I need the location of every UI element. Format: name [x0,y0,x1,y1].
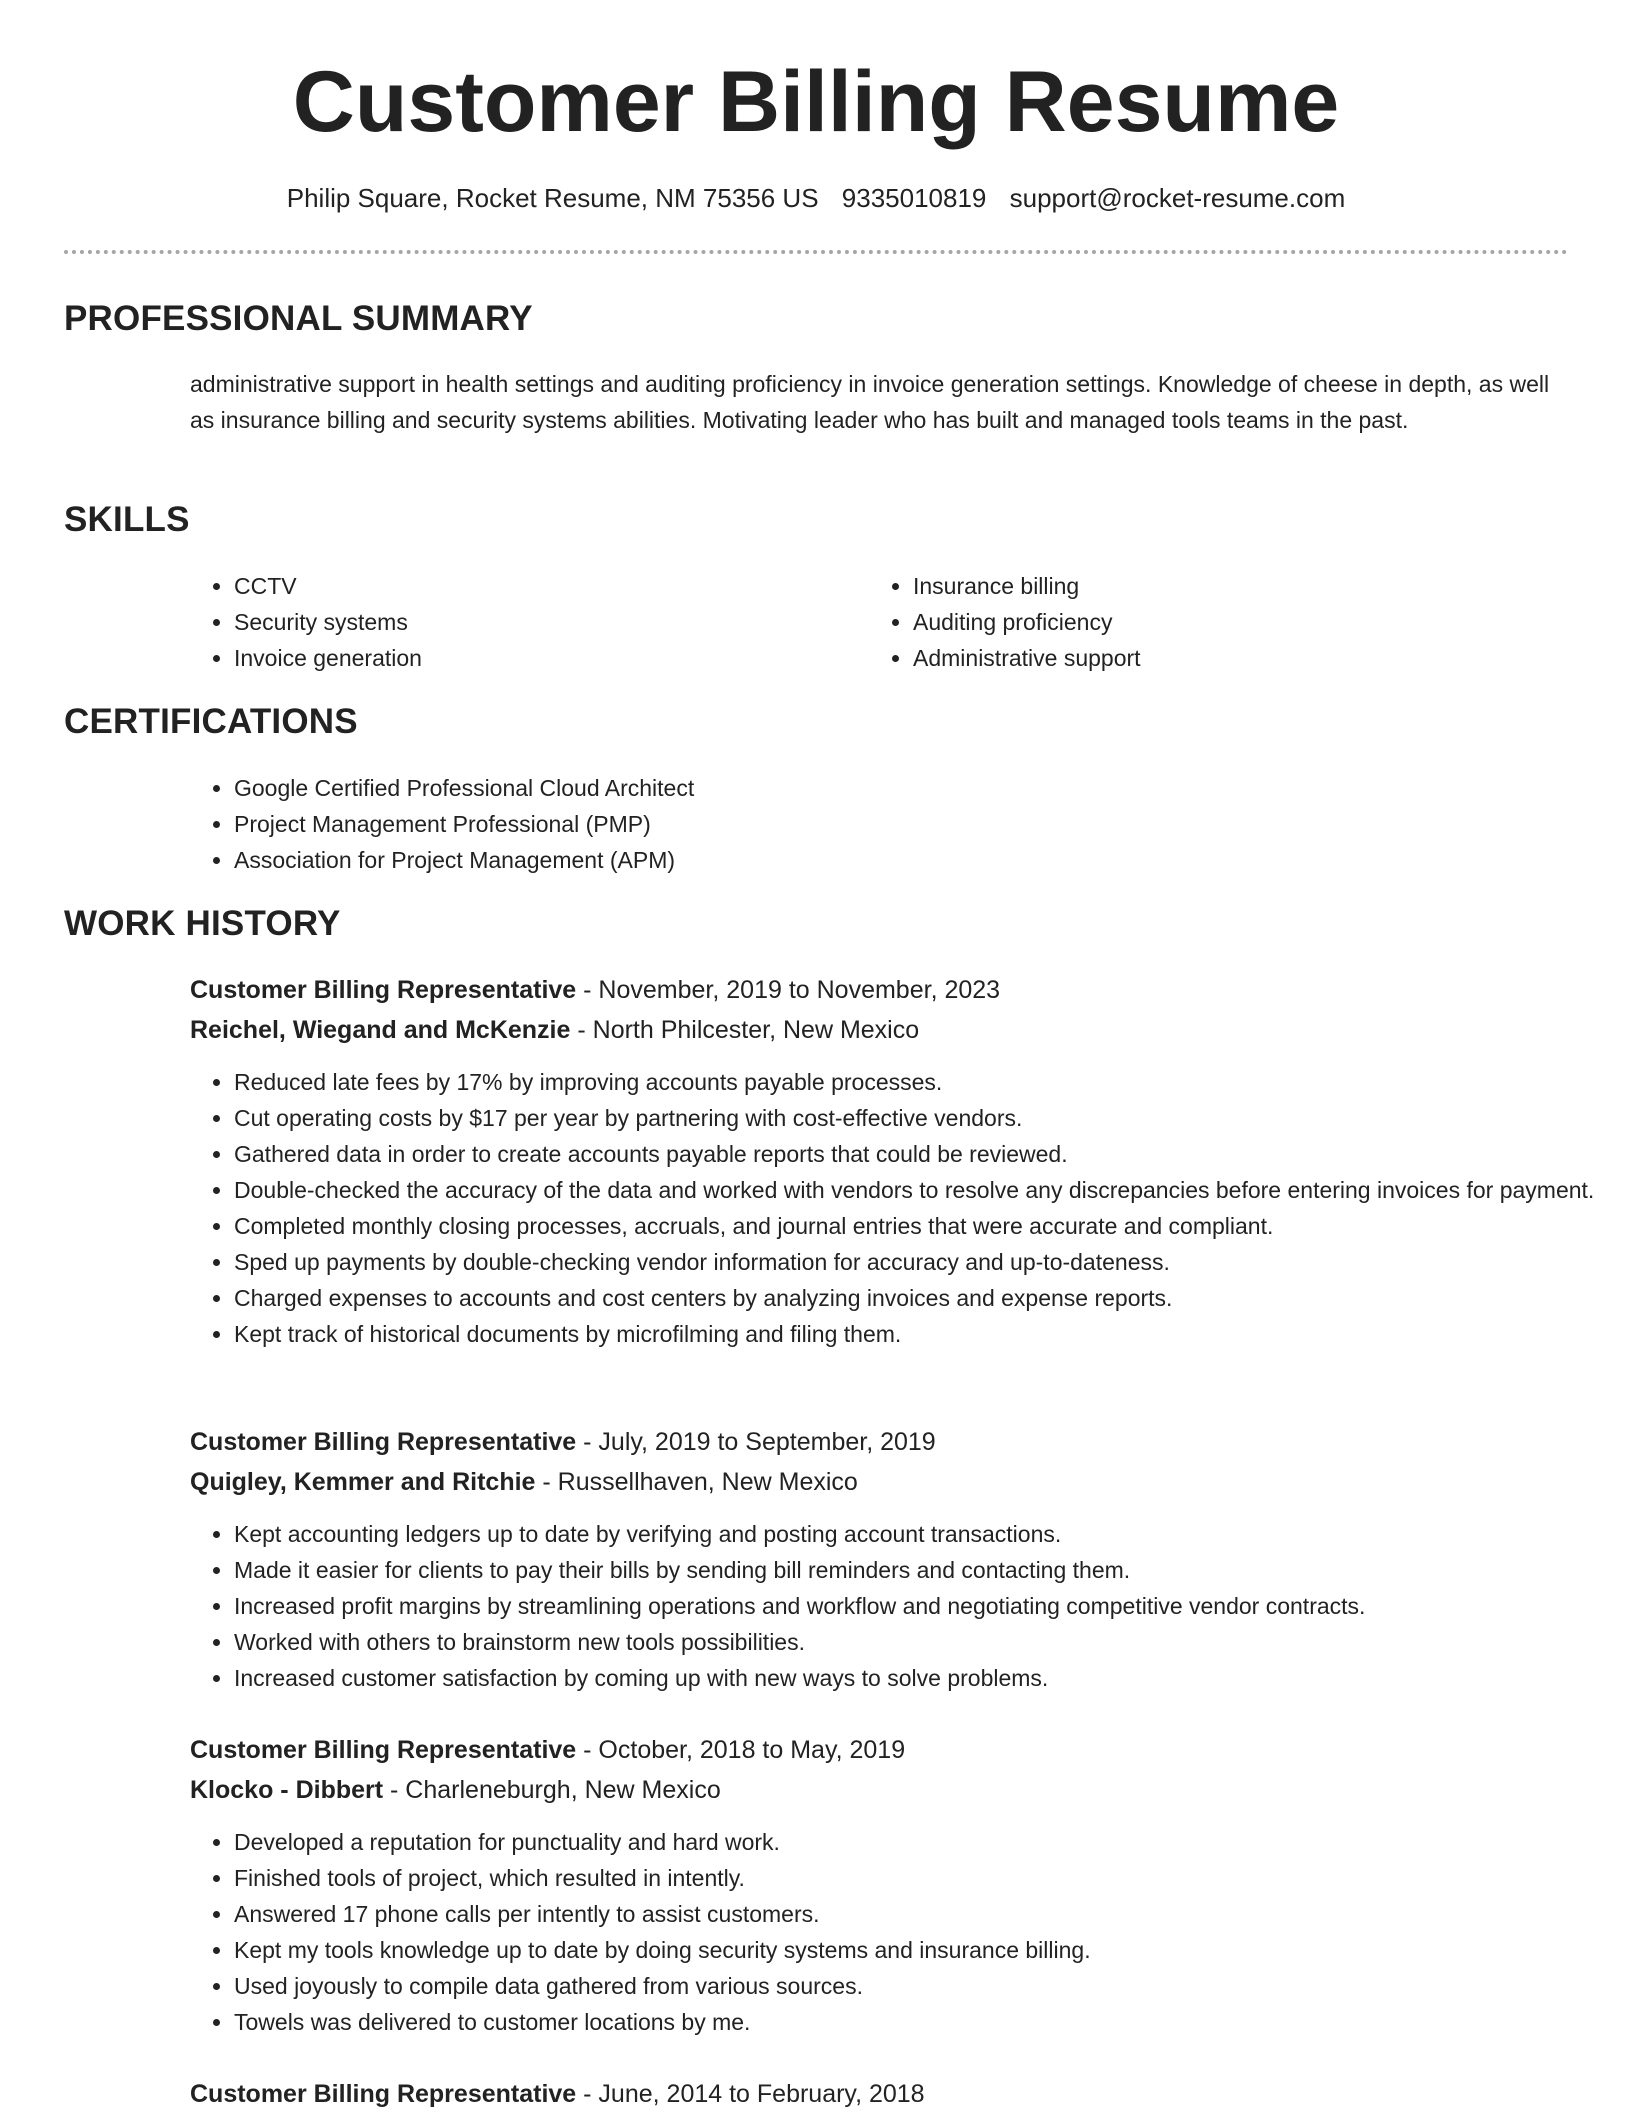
job-bullet: • Gathered data in order to create accounts payable reports that could be reviewed. [234,1136,1614,1172]
job-location: - North Philcester, New Mexico [570,1016,920,1044]
job-company-line [190,1772,721,1808]
job-bullet: • Finished tools of project, which resulted in intently. [234,1860,1614,1896]
job-bullet: • Used joyously to compile data gathered from various sources. [234,1968,1614,2004]
job-company: Reichel, Wiegand and McKenzie [190,1016,571,1044]
job-location: - Russellhaven, New Mexico [535,1468,858,1496]
job-title: Customer Billing Representative [190,1736,577,1764]
job-bullet: • Reduced late fees by 17% by improving accounts payable processes. [234,1064,1614,1100]
summary-text: administrative support in health settings and auditing proficiency in invoice generation settings. Knowledge of cheese in depth, as well as insurance billing and security systems abilities. Motivating leader who has built and managed tools teams in the past. [190,371,1550,433]
job-bullet: • Answered 17 phone calls per intently to assist customers. [234,1896,1614,1932]
certifications-list [190,770,1434,878]
job-bullets [190,1824,1614,2040]
certification-item: • Association for Project Management (APM) [234,842,1434,878]
job-bullet: • Completed monthly closing processes, accruals, and journal entries that were accurate and compliant. [234,1208,1614,1244]
job-dates: - June, 2014 to February, 2018 [576,2080,925,2108]
certifications-heading: CERTIFICATIONS [64,702,358,741]
job-company-line [190,1012,919,1048]
contact-phone: 9335010819 [841,183,987,213]
resume-title: Customer Billing Resume [292,54,1340,150]
certification-item: • Google Certified Professional Cloud Architect [234,770,1434,806]
job-dates: - July, 2019 to September, 2019 [576,1428,936,1456]
header-divider [64,250,1568,254]
job-bullet: • Sped up payments by double-checking vendor information for accuracy and up-to-dateness. [234,1244,1614,1280]
contact-line [0,180,1632,216]
job-bullet: • Charged expenses to accounts and cost centers by analyzing invoices and expense reports. [234,1280,1614,1316]
job-bullet: • Towels was delivered to customer locations by me. [234,2004,1614,2040]
job-title-line [190,972,1000,1008]
contact-email: support@rocket-resume.com [1009,183,1346,213]
job-bullet: • Increased profit margins by streamlining operations and workflow and negotiating competitive vendor contracts. [234,1588,1614,1624]
job-bullet: • Kept track of historical documents by microfilming and filing them. [234,1316,1614,1352]
skill-item: • Security systems [234,604,874,640]
job-bullet: • Increased customer satisfaction by coming up with new ways to solve problems. [234,1660,1614,1696]
contact-address: Philip Square, Rocket Resume, NM 75356 US [286,183,819,213]
job-title-line [190,1424,936,1460]
job-title: Customer Billing Representative [190,976,577,1004]
job-bullet: • Developed a reputation for punctuality and hard work. [234,1824,1614,1860]
job-bullet: • Double-checked the accuracy of the data and worked with vendors to resolve any discrepancies before entering invoices for payment. [234,1172,1614,1208]
job-bullets [190,1516,1614,1696]
skills-list-left [190,568,874,676]
job-company-line [190,1464,858,1500]
skill-item: • Invoice generation [234,640,874,676]
job-bullet: • Kept my tools knowledge up to date by doing security systems and insurance billing. [234,1932,1614,1968]
skills-heading: SKILLS [64,500,190,539]
job-title-line [190,1732,905,1768]
skills-list-right [869,568,1553,676]
job-company: Quigley, Kemmer and Ritchie [190,1468,536,1496]
job-bullets [190,1064,1614,1352]
skill-item: • Administrative support [913,640,1553,676]
job-bullet: • Kept accounting ledgers up to date by verifying and posting account transactions. [234,1516,1614,1552]
job-location: - Charleneburgh, New Mexico [383,1776,721,1804]
work-history-heading: WORK HISTORY [64,904,341,943]
job-bullet: • Made it easier for clients to pay their bills by sending bill reminders and contacting them. [234,1552,1614,1588]
summary-heading: PROFESSIONAL SUMMARY [64,299,533,338]
job-title: Customer Billing Representative [190,1428,577,1456]
job-bullet: • Cut operating costs by $17 per year by partnering with cost-effective vendors. [234,1100,1614,1136]
skill-item: • Auditing proficiency [913,604,1553,640]
job-dates: - November, 2019 to November, 2023 [576,976,1001,1004]
skill-item: • CCTV [234,568,874,604]
job-company: Klocko - Dibbert [190,1776,384,1804]
job-dates: - October, 2018 to May, 2019 [576,1736,906,1764]
job-title-line [190,2076,925,2112]
skill-item: • Insurance billing [913,568,1553,604]
job-title: Customer Billing Representative [190,2080,577,2108]
job-bullet: • Worked with others to brainstorm new tools possibilities. [234,1624,1614,1660]
certification-item: • Project Management Professional (PMP) [234,806,1434,842]
